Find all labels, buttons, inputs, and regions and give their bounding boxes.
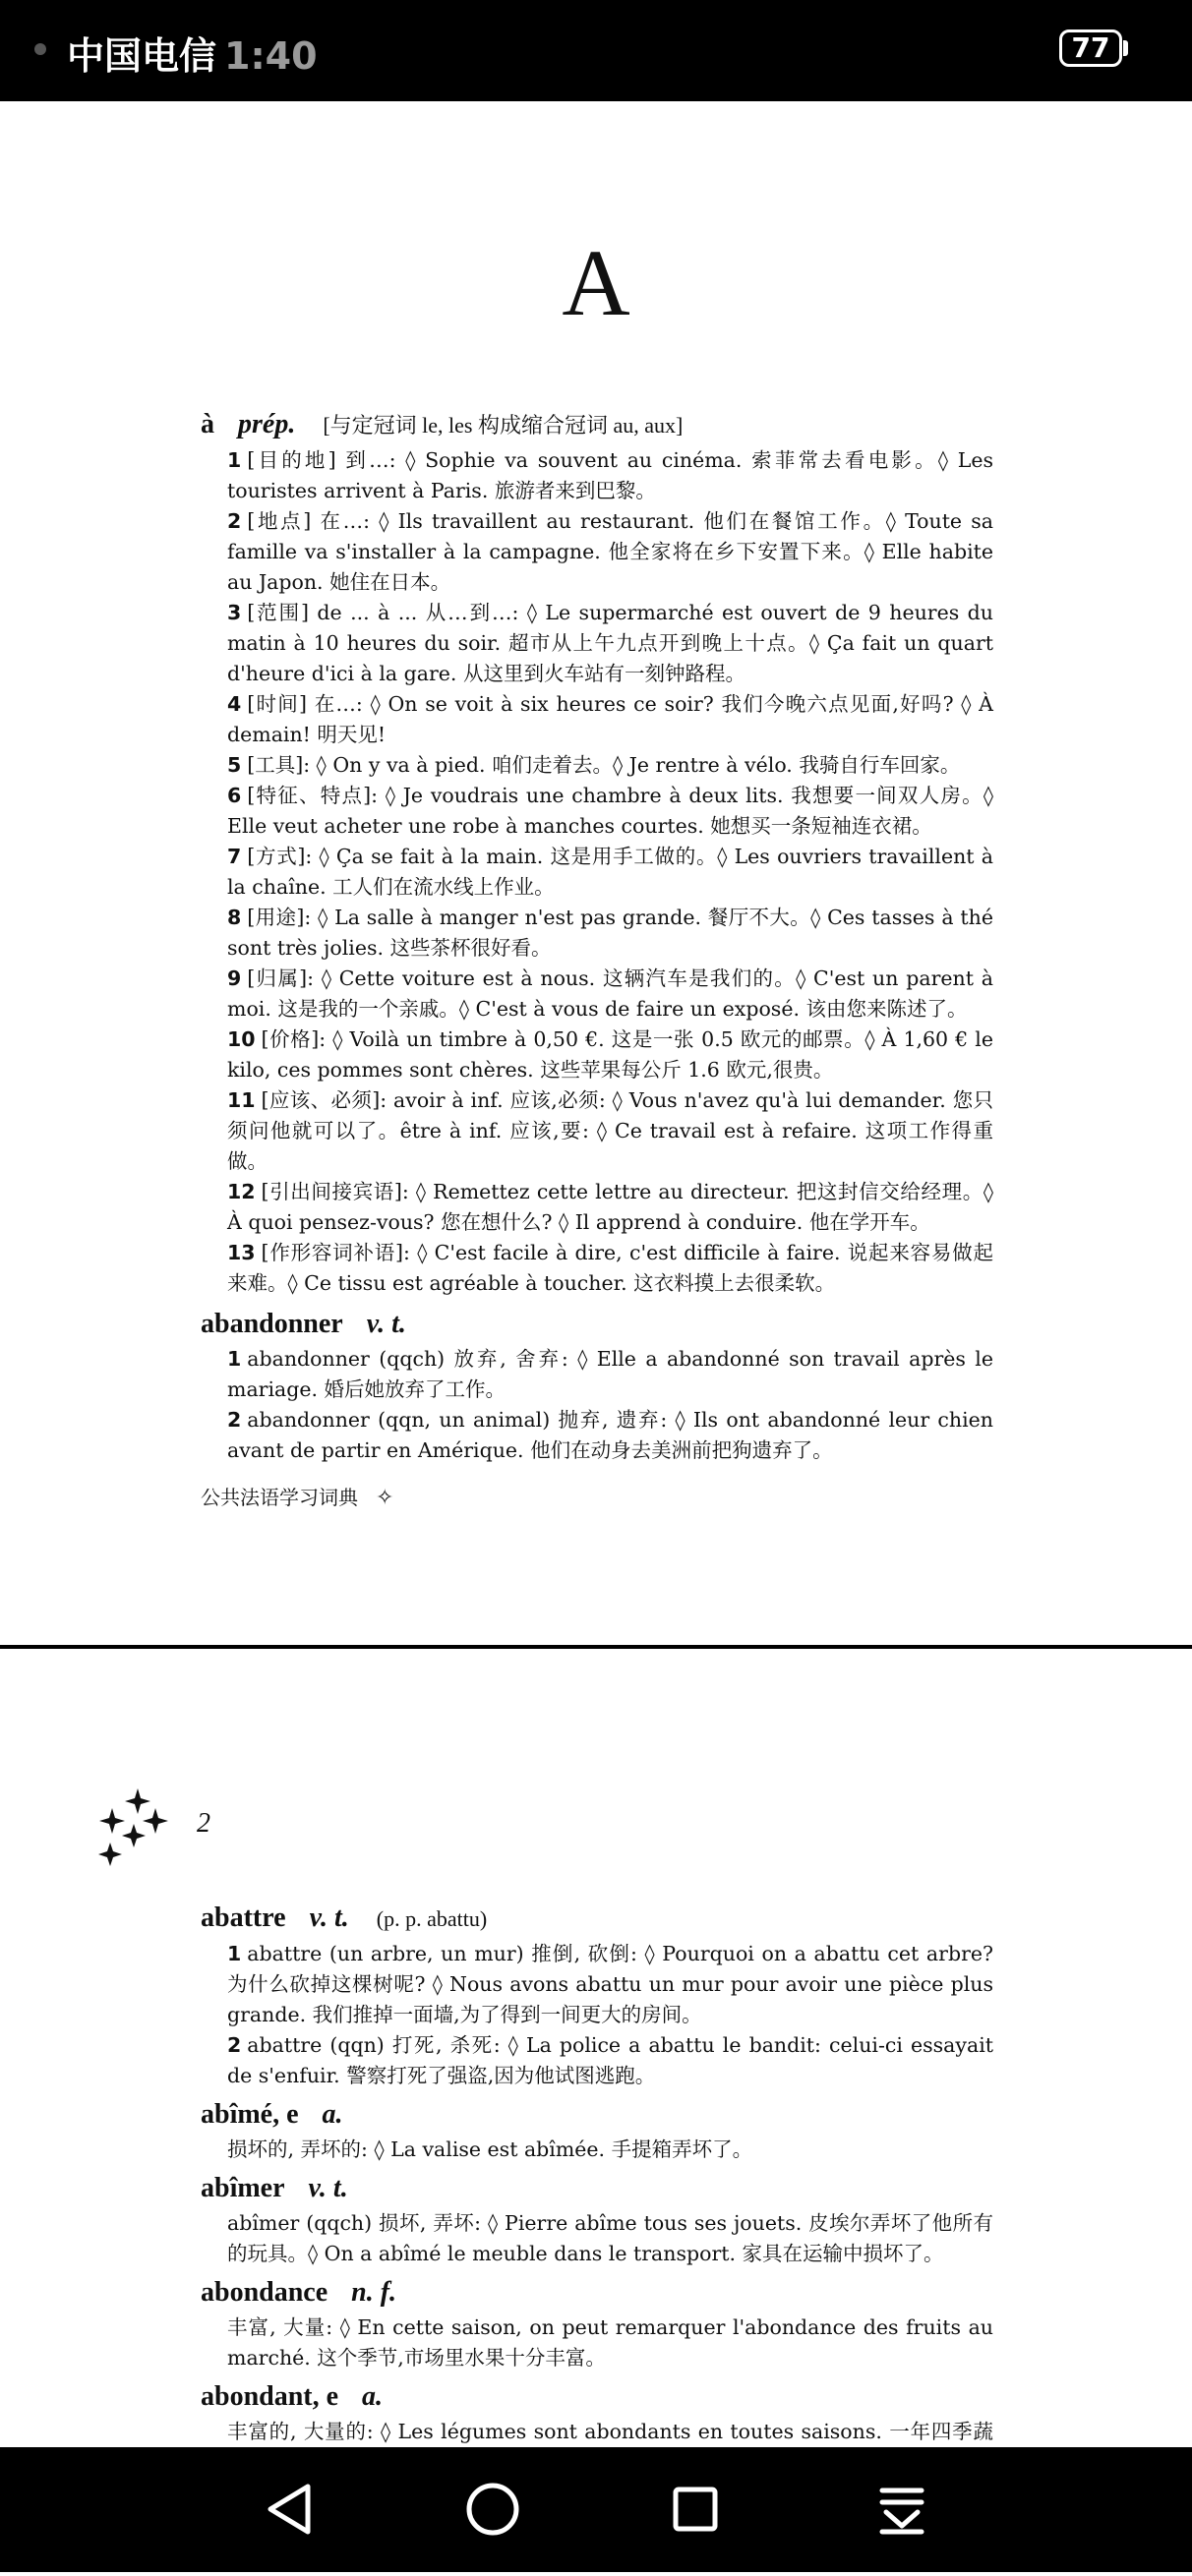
sense-text: abîmer (qqch) 损坏, 弄坏: ◊ Pierre abîme tous ses jouets. 皮埃尔弄坏了他所有的玩具。◊ On a abîmé le meuble dans le transport. 家具在运输中损坏了。 — [227, 2211, 993, 2265]
sense — [227, 506, 993, 598]
sense-text: [引出间接宾语]: ◊ Remettez cette lettre au directeur. 把这封信交给经理。◊ À quoi pensez-vous? 您在想什么? ◊ Il apprend à conduire. 他在学开车。 — [227, 1180, 993, 1234]
sense-text: 损坏的, 弄坏的: ◊ La valise est abîmée. 手提箱弄坏了。 — [227, 2137, 753, 2161]
sense — [227, 598, 993, 689]
recents-button[interactable] — [636, 2447, 754, 2572]
entry-note: (p. p. abattu) — [376, 1906, 488, 1931]
headword: abondant, e — [201, 2381, 339, 2412]
notification-dot-icon — [34, 43, 46, 55]
sense — [227, 1405, 993, 1466]
sense — [227, 1085, 993, 1177]
status-bar — [0, 0, 1192, 101]
sense-text: [作形容词补语]: ◊ C'est facile à dire, c'est difficile à faire. 说起来容易做起来难。◊ Ce tissu est agréable à toucher. 这衣料摸上去很柔软。 — [227, 1241, 993, 1295]
clock: 1:40 — [224, 34, 318, 78]
carrier-label — [67, 26, 318, 80]
dictionary-page-1[interactable] — [0, 101, 1192, 1645]
entry-note: [与定冠词 le, les 构成缩合冠词 au, aux] — [323, 413, 684, 438]
sense — [227, 964, 993, 1025]
sense-number: 7 — [227, 845, 242, 868]
sense — [227, 2030, 993, 2091]
sense — [227, 1025, 993, 1085]
navigation-bar — [0, 2447, 1192, 2572]
sense — [227, 2208, 993, 2269]
sense-number: 5 — [227, 753, 242, 777]
sense — [227, 445, 993, 506]
sense — [227, 689, 993, 750]
sense-text: [价格]: ◊ Voilà un timbre à 0,50 €. 这是一张 0.5 欧元的邮票。◊ À 1,60 € le kilo, ces pommes sont chères. 这些苹果每公斤 1.6 欧元,很贵。 — [227, 1027, 993, 1082]
section-letter: A — [562, 230, 630, 335]
part-of-speech: prép. — [238, 409, 296, 439]
dictionary-page-2[interactable] — [0, 1649, 1192, 2447]
ornament-icon: ✧ — [376, 1486, 394, 1510]
headword: à — [201, 409, 214, 439]
sense-text: 丰富, 大量: ◊ En cette saison, on peut remarquer l'abondance des fruits au marché. 这个季节,市场里水果十分丰富。 — [227, 2315, 993, 2370]
home-icon — [434, 2447, 552, 2572]
sense-text: [用途]: ◊ La salle à manger n'est pas grande. 餐厅不大。◊ Ces tasses à thé sont très jolies. 这些茶杯很好看。 — [227, 906, 993, 960]
sense-number: 4 — [227, 692, 242, 716]
sense-number: 1 — [227, 1347, 242, 1371]
entry-heading-a — [201, 405, 993, 445]
sense-number: 8 — [227, 906, 242, 929]
back-button[interactable] — [231, 2447, 349, 2572]
sense — [227, 1177, 993, 1238]
sense-text: [归属]: ◊ Cette voiture est à nous. 这辆汽车是我们的。◊ C'est un parent à moi. 这是我的一个亲戚。◊ C'est à vous de faire un exposé. 该由您来陈述了。 — [227, 966, 993, 1021]
sparkle-ornament-icon — [98, 1788, 169, 1871]
entry-heading-abondant — [201, 2377, 993, 2417]
page-number: 2 — [197, 1808, 210, 1839]
headword: abondance — [201, 2277, 328, 2308]
part-of-speech: a. — [362, 2381, 384, 2412]
sense-number: 11 — [227, 1088, 256, 1112]
sense — [227, 781, 993, 842]
headword: abattre — [201, 1903, 286, 1933]
sense-text: [地点] 在…: ◊ Ils travaillent au restaurant. 他们在餐馆工作。◊ Toute sa famille va s'installer à la campagne. 他全家将在乡下安置下来。◊ Elle habite au Japon. 她住在日本。 — [227, 509, 993, 594]
sense — [227, 2135, 993, 2165]
entry-heading-abandonner — [201, 1305, 993, 1344]
headword: abandonner — [201, 1309, 343, 1339]
sense-number: 12 — [227, 1180, 256, 1203]
sense — [227, 1939, 993, 2030]
sense-number: 1 — [227, 448, 242, 472]
book-title: 公共法语学习词典 — [201, 1486, 358, 1509]
sense-text: abattre (qqn) 打死, 杀死: ◊ La police a abattu le bandit: celui-ci essayait de s'enfuir. 警察打死了强盗,因为他试图逃跑。 — [227, 2033, 993, 2087]
menu-down-button[interactable] — [843, 2447, 961, 2572]
sense-text: [目的地] 到…: ◊ Sophie va souvent au cinéma. 索菲常去看电影。◊ Les touristes arrivent à Paris. 旅游者来到巴黎。 — [227, 448, 993, 502]
sense-number: 10 — [227, 1027, 256, 1051]
sense-text: [特征、特点]: ◊ Je voudrais une chambre à deux lits. 我想要一间双人房。◊ Elle veut acheter une robe à manches courtes. 她想买一条短袖连衣裙。 — [227, 784, 993, 838]
sense — [227, 842, 993, 903]
sense-text: [工具]: ◊ On y va à pied. 咱们走着去。◊ Je rentre à vélo. 我骑自行车回家。 — [247, 753, 961, 777]
part-of-speech: n. f. — [351, 2277, 397, 2308]
back-icon — [231, 2447, 349, 2572]
sense — [227, 903, 993, 964]
part-of-speech: v. t. — [366, 1309, 406, 1339]
sense-text: [时间] 在…: ◊ On se voit à six heures ce soir? 我们今晚六点见面,好吗? ◊ À demain! 明天见! — [227, 692, 993, 746]
entry-heading-abondance — [201, 2273, 993, 2313]
part-of-speech: v. t. — [309, 1903, 349, 1933]
page-footer — [201, 1483, 393, 1513]
part-of-speech: v. t. — [308, 2173, 348, 2203]
sense — [227, 750, 993, 781]
battery-tip — [1123, 40, 1128, 56]
sense-text: abandonner (qqch) 放弃, 舍弃: ◊ Elle a abandonné son travail après le mariage. 婚后她放弃了工作。 — [227, 1347, 993, 1401]
home-button[interactable] — [434, 2447, 552, 2572]
sense-number: 1 — [227, 1942, 242, 1965]
sense — [227, 1238, 993, 1299]
carrier-name: 中国电信 — [67, 34, 217, 78]
battery-icon — [1059, 29, 1122, 67]
sense-text: abandonner (qqn, un animal) 抛弃, 遗弃: ◊ Ils ont abandonné leur chien avant de partir en Amérique. 他们在动身去美洲前把狗遗弃了。 — [227, 1408, 993, 1462]
sense-number: 2 — [227, 509, 242, 533]
headword: abîmé, e — [201, 2099, 299, 2130]
entry-heading-abime — [201, 2095, 993, 2135]
sense-text: 丰富的, 大量的: ◊ Les légumes sont abondants en toutes saisons. 一年四季蔬 — [227, 2420, 993, 2443]
sense-text: abattre (un arbre, un mur) 推倒, 砍倒: ◊ Pourquoi on a abattu cet arbre? 为什么砍掉这棵树呢? ◊ Nous avons abattu un mur pour avoir une pièce plus grande. 我们推掉一面墙,为了得到一间更大的房间。 — [227, 1942, 993, 2026]
sense-number: 3 — [227, 601, 242, 624]
sense-number: 6 — [227, 784, 242, 807]
page1-content — [201, 401, 993, 1466]
sense-number: 9 — [227, 966, 242, 990]
part-of-speech: a. — [322, 2099, 343, 2130]
sense-text: [方式]: ◊ Ça se fait à la main. 这是用手工做的。◊ Les ouvriers travaillent à la chaîne. 工人们在流水线上作业。 — [227, 845, 993, 899]
recents-icon — [636, 2447, 754, 2572]
sense — [227, 1344, 993, 1405]
headword: abîmer — [201, 2173, 285, 2203]
entry-heading-abattre — [201, 1899, 993, 1939]
sense-number: 2 — [227, 1408, 242, 1432]
sense-text: [范围] de ... à ... 从…到…: ◊ Le supermarché est ouvert de 9 heures du matin à 10 heures du soir. 超市从上午九点开到晚上十点。◊ Ça fait un quart d'heure d'ici à la gare. 从这里到火车站有一刻钟路程。 — [227, 601, 993, 685]
entry-heading-abimer — [201, 2169, 993, 2208]
sense-number: 13 — [227, 1241, 256, 1264]
battery-level: 77 — [1071, 31, 1110, 64]
sense-text: [应该、必须]: avoir à inf. 应该,必须: ◊ Vous n'avez qu'à lui demander. 您只须问他就可以了。être à inf. 应该,要: ◊ Ce travail est à refaire. 这项工作得重做。 — [227, 1088, 993, 1173]
sense — [227, 2313, 993, 2373]
page2-content — [201, 1895, 993, 2478]
menu-down-icon — [843, 2447, 961, 2572]
sense-number: 2 — [227, 2033, 242, 2057]
